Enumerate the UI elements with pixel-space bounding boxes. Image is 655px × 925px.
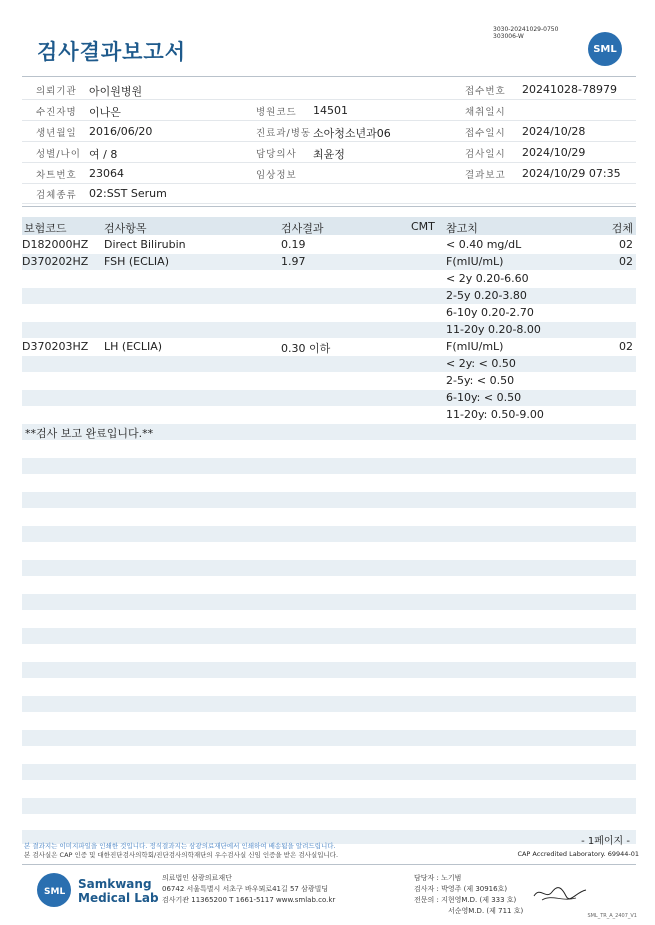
report-title: 검사결과보고서 bbox=[37, 40, 187, 64]
info-row: 차트번호 23064 임상정보 결과보고 2024/10/29 07:35 bbox=[22, 163, 636, 184]
table-row: < 2y 0.20-6.60 bbox=[446, 272, 529, 285]
brand-name: Samkwang Medical Lab bbox=[78, 877, 159, 905]
document-id: 3030-20241029-0750 303006-W bbox=[493, 26, 559, 40]
empty-row bbox=[22, 628, 636, 644]
empty-row bbox=[22, 492, 636, 508]
table-row: D182000HZ Direct Bilirubin 0.19 < 0.40 mg/dL 02 bbox=[22, 238, 633, 251]
table-row: 11-20y 0.20-8.00 bbox=[22, 322, 636, 338]
footer-signatories: 담당자 : 노기범 검사자 : 박영주 (제 30916호) 전문의 : 지현영M.D. (제 333 호) 서순영M.D. (제 711 호) bbox=[414, 874, 524, 915]
handwritten-signature bbox=[532, 882, 588, 904]
empty-row bbox=[22, 662, 636, 678]
empty-row bbox=[22, 764, 636, 780]
form-version: SML_TR_A_2407_V1 bbox=[587, 913, 637, 919]
info-row: 성별/나이 여 / 8 담당의사 최윤정 검사일시 2024/10/29 bbox=[22, 142, 636, 163]
institution-value: 아이원병원 bbox=[89, 85, 143, 98]
empty-row bbox=[22, 798, 636, 814]
page-number: - 1페이지 - bbox=[581, 836, 630, 847]
empty-row bbox=[22, 594, 636, 610]
table-row: < 2y: < 0.50 bbox=[22, 356, 636, 372]
cap-accreditation: CAP Accredited Laboratory. 69944-01 bbox=[517, 850, 639, 858]
sml-logo: SML bbox=[588, 32, 622, 66]
footer-notes: 본 결과지는 이미지파일을 인쇄한 것입니다. 정식결과지는 삼광의료재단에서 인쇄하여 배송됨을 알려드립니다. 본 검사실은 CAP 인증 및 대한진단검사의학회/진단검사의학재단의 우수검사실 신임 인증을 받은 검사실입니다. bbox=[24, 842, 339, 859]
empty-row bbox=[22, 730, 636, 746]
empty-row bbox=[22, 560, 636, 576]
table-row: 2-5y: < 0.50 bbox=[446, 374, 515, 387]
footer-address: 의료법인 삼광의료재단 06742 서울특별시 서초구 바우뫼로41길 57 삼광빌딩 검사기관 11365200 T 1661-5117 www.smlab.co.kr bbox=[162, 874, 336, 904]
info-row: 의뢰기관 아이원병원 접수번호 20241028-78979 bbox=[22, 79, 636, 100]
empty-row bbox=[22, 696, 636, 712]
results-table-header: 보험코드 검사항목 검사결과 CMT 참고치 검체 bbox=[22, 217, 636, 235]
svg-text:SML: SML bbox=[44, 887, 66, 897]
sml-footer-logo bbox=[37, 873, 71, 907]
patient-name: 이나은 bbox=[89, 106, 121, 119]
completion-row: **검사 보고 완료입니다.** bbox=[22, 424, 636, 440]
specimen-type: 02:SST Serum bbox=[89, 187, 167, 200]
table-row: D370202HZ FSH (ECLIA) 1.97 F(mIU/mL) 02 bbox=[22, 254, 636, 270]
info-row: 수진자명 이나은 병원코드 14501 채취일시 bbox=[22, 100, 636, 121]
table-row: 6-10y: < 0.50 bbox=[22, 390, 636, 406]
empty-row bbox=[22, 526, 636, 542]
info-row: 생년월일 2016/06/20 진료과/병동 소아청소년과06 접수일시 2024/10/28 bbox=[22, 121, 636, 142]
table-row: D370203HZ LH (ECLIA) 0.30 이하 F(mIU/mL) 02 bbox=[22, 340, 633, 355]
info-row: 검체종류 02:SST Serum bbox=[22, 183, 636, 204]
table-row: 2-5y 0.20-3.80 bbox=[22, 288, 636, 304]
empty-row bbox=[22, 458, 636, 474]
table-row: 6-10y 0.20-2.70 bbox=[446, 306, 534, 319]
table-row: 11-20y: 0.50-9.00 bbox=[446, 408, 544, 421]
receipt-number: 20241028-78979 bbox=[522, 83, 617, 96]
